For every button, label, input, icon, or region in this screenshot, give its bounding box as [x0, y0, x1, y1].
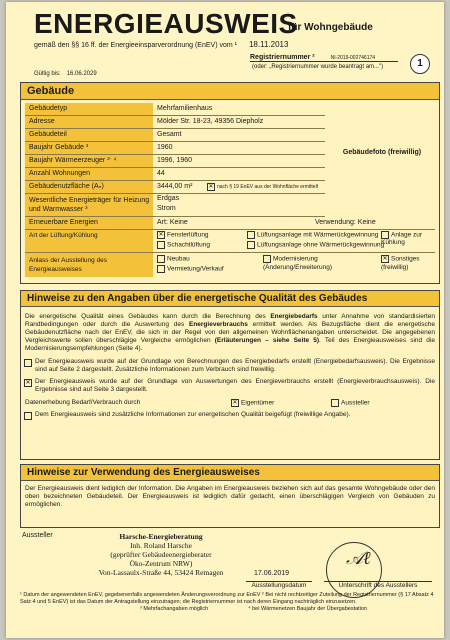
quality-section: [20, 290, 440, 460]
quality-section-title: Hinweise zu den Angaben über die energetische Qualität des Gebäudes: [21, 291, 439, 307]
building-section-title: Gebäude: [21, 83, 439, 100]
issuer-block: Harsche-Energieberatung Inh. Roland Harsche (geprüfter Gebäudeenergieberater Öko-Zentrum NRW) Von-Lassaulx-Straße 44, 53424 Remagen: [98, 532, 224, 577]
energy-carrier-row: Wesentliche Energieträger für Heizung und Warmwasser ³ Erdgas Strom: [25, 194, 325, 217]
quality-intro: Die energetische Qualität eines Gebäudes kann durch die Berechnung des Energiebedarfs unter Annahme von standardisierten Randbedingungen oder durch die Auswertung des Energieverbrauchs ermittelt werden. Als Bezugsfläche dient die energetische Gebäudenutzfläche nach der EnEV, die sich in der Regel von den allgemeinen Wohnflächenangaben unterscheidet. Die angegebenen Vergleichswerte sollen überschlägige Vergleiche ermöglichen (Erläuterungen – siehe Seite 5). Teil des Energieausweises sind die Modernisierungsempfehlungen (Seite 4).: [25, 313, 436, 352]
usage-section: [20, 464, 440, 528]
cooling-checkbox[interactable]: [381, 231, 389, 239]
demand-checkbox[interactable]: [24, 359, 32, 367]
vent-recovery-checkbox[interactable]: [247, 231, 255, 239]
issuer-label: Aussteller: [22, 532, 53, 539]
issue-date: 17.06.2019: [254, 570, 290, 577]
page-number-badge: 1: [410, 54, 430, 74]
legal-basis: gemäß den §§ 16 ff. der Energieeinsparverordnung (EnEV) vom ¹ 18.11.2013: [34, 40, 289, 49]
option-consumption-based: ✕ Der Energieausweis wurde auf der Grundlage von Auswertungen des Energieverbrauchs erstellt (Energieverbrauchsausweis). Die Ergebnisse sind auf Seite 3 dargestellt.: [25, 378, 435, 393]
registration-line: Registriernummer ² NI-2019-002746174: [250, 54, 398, 62]
building-area-row: Gebäudenutzfläche (Aₙ) 3444,00 m² ✕ nach § 19 EnEV aus der Wohnfläche ermittelt: [25, 181, 325, 194]
reason-other-checkbox[interactable]: ✕: [382, 256, 388, 262]
reason-new-checkbox[interactable]: [157, 255, 165, 263]
owner-checkbox[interactable]: ✕: [232, 400, 238, 406]
building-row: Adresse Mölder Str. 18-23, 49356 Diepholz: [25, 116, 325, 129]
building-photo: Gebäudefoto (freiwillig): [342, 149, 422, 156]
building-row: Baujahr Wärmeerzeuger ³ˑ ⁴ 1996, 1960: [25, 155, 325, 168]
attachment-checkbox[interactable]: [24, 412, 32, 420]
building-row: Gebäudeteil Gesamt: [25, 129, 325, 142]
issue-date-label: Ausstellungsdatum: [246, 581, 312, 589]
vent-norecovery-checkbox[interactable]: [247, 241, 255, 249]
document-title: ENERGIEAUSWEIS: [34, 8, 298, 39]
area-checkbox[interactable]: ✕: [208, 183, 214, 190]
vent-window-checkbox[interactable]: ✕: [158, 232, 164, 238]
attachment-note: Dem Energieausweis sind zusätzliche Informationen zur energetischen Qualität beigefügt (freiwillige Angabe).: [21, 411, 439, 419]
issuer-checkbox[interactable]: [331, 399, 339, 407]
ventilation-row: Art der Lüftung/Kühlung ✕ Fensterlüftung Lüftungsanlage mit Wärmerückgewinnung Anlage zur Kühlung Schachtlüftung Lüftungsanlage ohne Wärmerückgewinnung: [25, 230, 435, 253]
document-subtitle: für Wohngebäude: [288, 22, 373, 33]
reason-rent-checkbox[interactable]: [157, 265, 165, 273]
reason-row: Anlass der Ausstellung des Energieausweises Neubau Modernisierung (Änderung/Erweiterung) ✕ Sonstiges (freiwillig) Vermietung/Verkauf: [25, 253, 435, 277]
usage-section-title: Hinweise zur Verwendung des Energieausweises: [21, 465, 439, 481]
building-row: Gebäudetyp Mehrfamilienhaus: [25, 103, 325, 116]
registration-note: (oder: „Registriernummer wurde beantragt am..."): [252, 64, 384, 70]
reason-modern-checkbox[interactable]: [263, 255, 271, 263]
building-section: [20, 82, 440, 284]
data-collection: Datenerhebung Bedarf/Verbrauch durch ✕ Eigentümer Aussteller: [25, 399, 370, 407]
signature: 𝒜ℓ: [346, 548, 371, 569]
valid-until: Gültig bis: 16.06.2029: [34, 71, 97, 77]
building-row: Anzahl Wohnungen 44: [25, 168, 325, 181]
renewable-row: Erneuerbare Energien Art: Keine Verwendung: Keine: [25, 217, 435, 230]
usage-text: Der Energieausweis dient lediglich der Information. Die Angaben im Energieausweis beziehen sich auf das gesamte Wohngebäude oder den oben bezeichneten Gebäudeteil. Der Energieausweis ist lediglich dafür gedacht, einen überschlägigen Vergleich von Gebäuden zu ermöglichen.: [25, 485, 435, 508]
footnotes: ¹ Datum der angewendeten EnEV, gegebenenfalls angewendeten Änderungsverordnung zur EnEV ² Bei nicht rechtzeitiger Zuteilung der Registriernummer (§ 17 Absatz 4 Satz 4 und 5 EnEV) ist das Datum der Antragstellung einzutragen; die Registriernummer ist nach deren Eingang nachträglich einzusetzen. ³ Mehrfachangaben möglich ⁴ bei Wärmenetzen Baujahr der Übergabestation: [20, 592, 434, 612]
building-row: Baujahr Gebäude ³ 1960: [25, 142, 325, 155]
option-demand-based: Der Energieausweis wurde auf der Grundlage von Berechnungen des Energiebedarfs erstellt (Energiebedarfsausweis). Die Ergebnisse sind auf Seite 2 dargestellt. Zusätzliche Informationen zum Verbrauch sind freiwillig.: [21, 358, 439, 374]
vent-shaft-checkbox[interactable]: [157, 241, 165, 249]
consumption-checkbox[interactable]: ✕: [25, 380, 31, 386]
certificate-page: [6, 2, 444, 638]
signature-label: Unterschrift des Ausstellers: [324, 581, 432, 589]
